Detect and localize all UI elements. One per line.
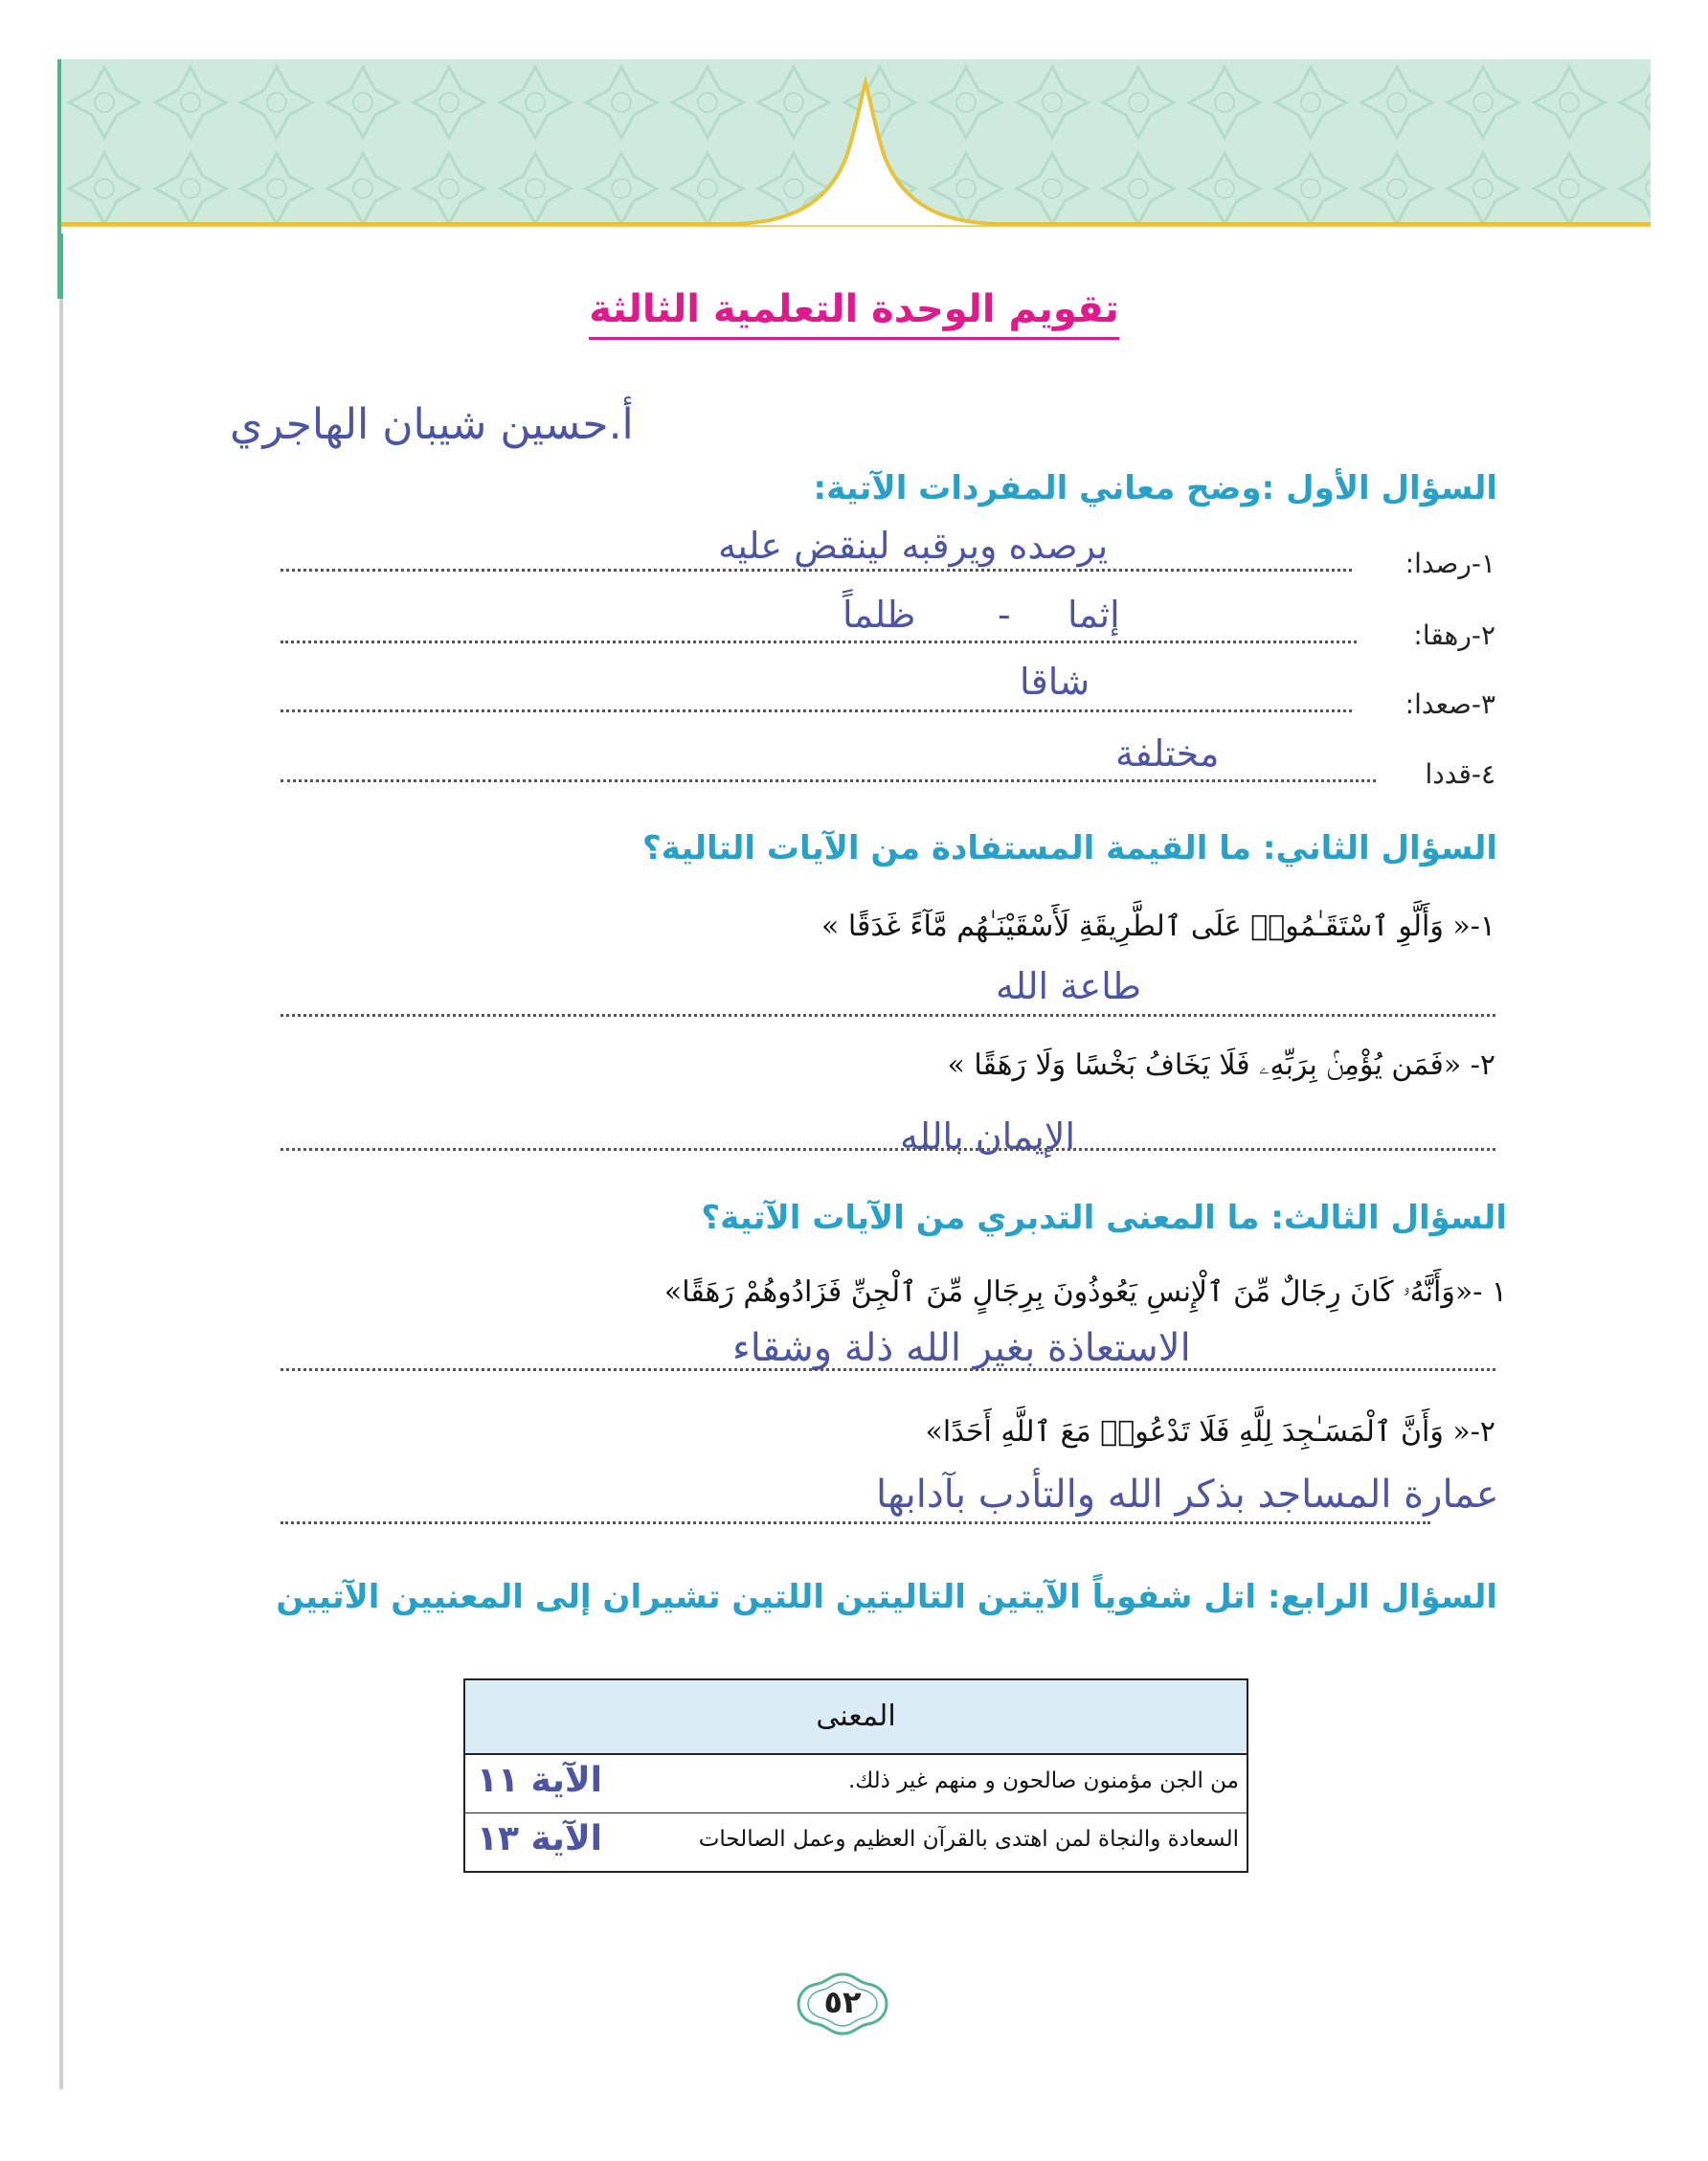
answer-dotted-line [281, 1014, 1495, 1017]
q1-item-1-label: ١-رصدا: [1405, 548, 1495, 579]
q3-item-2-line [281, 1503, 1430, 1532]
q2-item-2-answer: الإيمان بالله [900, 1115, 1076, 1158]
q2-item-1-line [281, 996, 1495, 1024]
table-row [465, 1755, 1247, 1813]
page-title: تقويم الوحدة التعلمية الثالثة [0, 287, 1708, 331]
q1-item-1-answer: يرصده ويرقبه لينقض عليه [718, 525, 1109, 567]
teacher-name-handwritten: أ.حسين شيبان الهاجري [230, 400, 634, 449]
q1-item-4-label: ٤-قددا [1425, 758, 1495, 790]
q1-item-4 [281, 752, 1495, 790]
page-number: ٥٢ [823, 1984, 862, 2020]
answer-dotted-line [281, 779, 1376, 782]
question-4-heading: السؤال الرابع: اتل شفوياً الآيتين التاليتين اللتين تشيران إلى المعنيين الآتيين [276, 1578, 1497, 1616]
q2-item-1-answer: طاعة الله [996, 965, 1142, 1007]
q3-item-1-answer: الاستعاذة بغير الله ذلة وشقاء [732, 1326, 1191, 1370]
q1-item-2-answer-b: ظلماً [843, 594, 916, 636]
question-1-heading: السؤال الأول :وضح معاني المفردات الآتية: [813, 469, 1497, 507]
q2-verse-1: ١-« وَأَلَّوِ ٱسْتَقَـٰمُوا۟ عَلَى ٱلطَّرِيقَةِ لَأَسْقَيْنَـٰهُم مَّآءً غَدَقًا » [821, 910, 1495, 943]
question-3-heading: السؤال الثالث: ما المعنى التدبري من الآيات الآتية؟ [701, 1199, 1507, 1237]
q1-item-3-answer: شاقا [1020, 661, 1090, 703]
page-number-badge [795, 1970, 890, 2037]
q1-item-2-label: ٢-رهقا: [1413, 619, 1495, 651]
table-row [465, 1813, 1247, 1871]
answer-dotted-line [281, 1521, 1430, 1524]
q1-item-4-answer: مختلفة [1115, 732, 1220, 775]
q3-verse-2: ٢-« وَأَنَّ ٱلْمَسَـٰجِدَ لِلَّهِ فَلَا تَدْعُوا۟ مَعَ ٱللَّهِ أَحَدًا» [925, 1415, 1495, 1449]
q1-item-3 [281, 682, 1495, 720]
q1-item-2-answer-a: إثما [1068, 594, 1120, 636]
q3-item-2-answer: عمارة المساجد بذكر الله والتأدب بآدابها [876, 1473, 1499, 1517]
question-2-heading: السؤال الثاني: ما القيمة المستفادة من الآيات التالية؟ [642, 829, 1497, 867]
page-edge [59, 59, 63, 2089]
table-header: المعنى [465, 1680, 1247, 1755]
q2-verse-2: ٢- «فَمَن يُؤْمِنۢ بِرَبِّهِۦ فَلَا يَخَافُ بَخْسًا وَلَا رَهَقًا » [947, 1048, 1495, 1082]
table-cell-answer: الآية ١١ [477, 1761, 602, 1800]
answer-dotted-line [281, 1368, 1495, 1371]
q3-item-1-line [281, 1350, 1495, 1379]
q2-item-2-line [281, 1130, 1495, 1159]
table-cell-meaning: السعادة والنجاة لمن اهتدى بالقرآن العظيم وعمل الصالحات [698, 1827, 1239, 1852]
answer-dotted-line [281, 641, 1357, 643]
meanings-table [463, 1678, 1248, 1873]
table-cell-meaning: من الجن مؤمنون صالحون و منهم غير ذلك. [847, 1768, 1239, 1793]
q1-item-3-label: ٣-صعدا: [1405, 688, 1495, 720]
answer-dotted-line [281, 709, 1352, 712]
q1-item-2-answer-separator: - [998, 594, 1011, 636]
answer-dotted-line [281, 1148, 1495, 1151]
answer-dotted-line [281, 569, 1352, 572]
q3-verse-1: ١ -«وَأَنَّهُۥ كَانَ رِجَالٌ مِّنَ ٱلْإِنسِ يَعُوذُونَ بِرِجَالٍ مِّنَ ٱلْجِنِّ فَزَادُوهُمْ رَهَقًا» [663, 1275, 1507, 1309]
table-cell-answer: الآية ١٣ [477, 1819, 602, 1858]
